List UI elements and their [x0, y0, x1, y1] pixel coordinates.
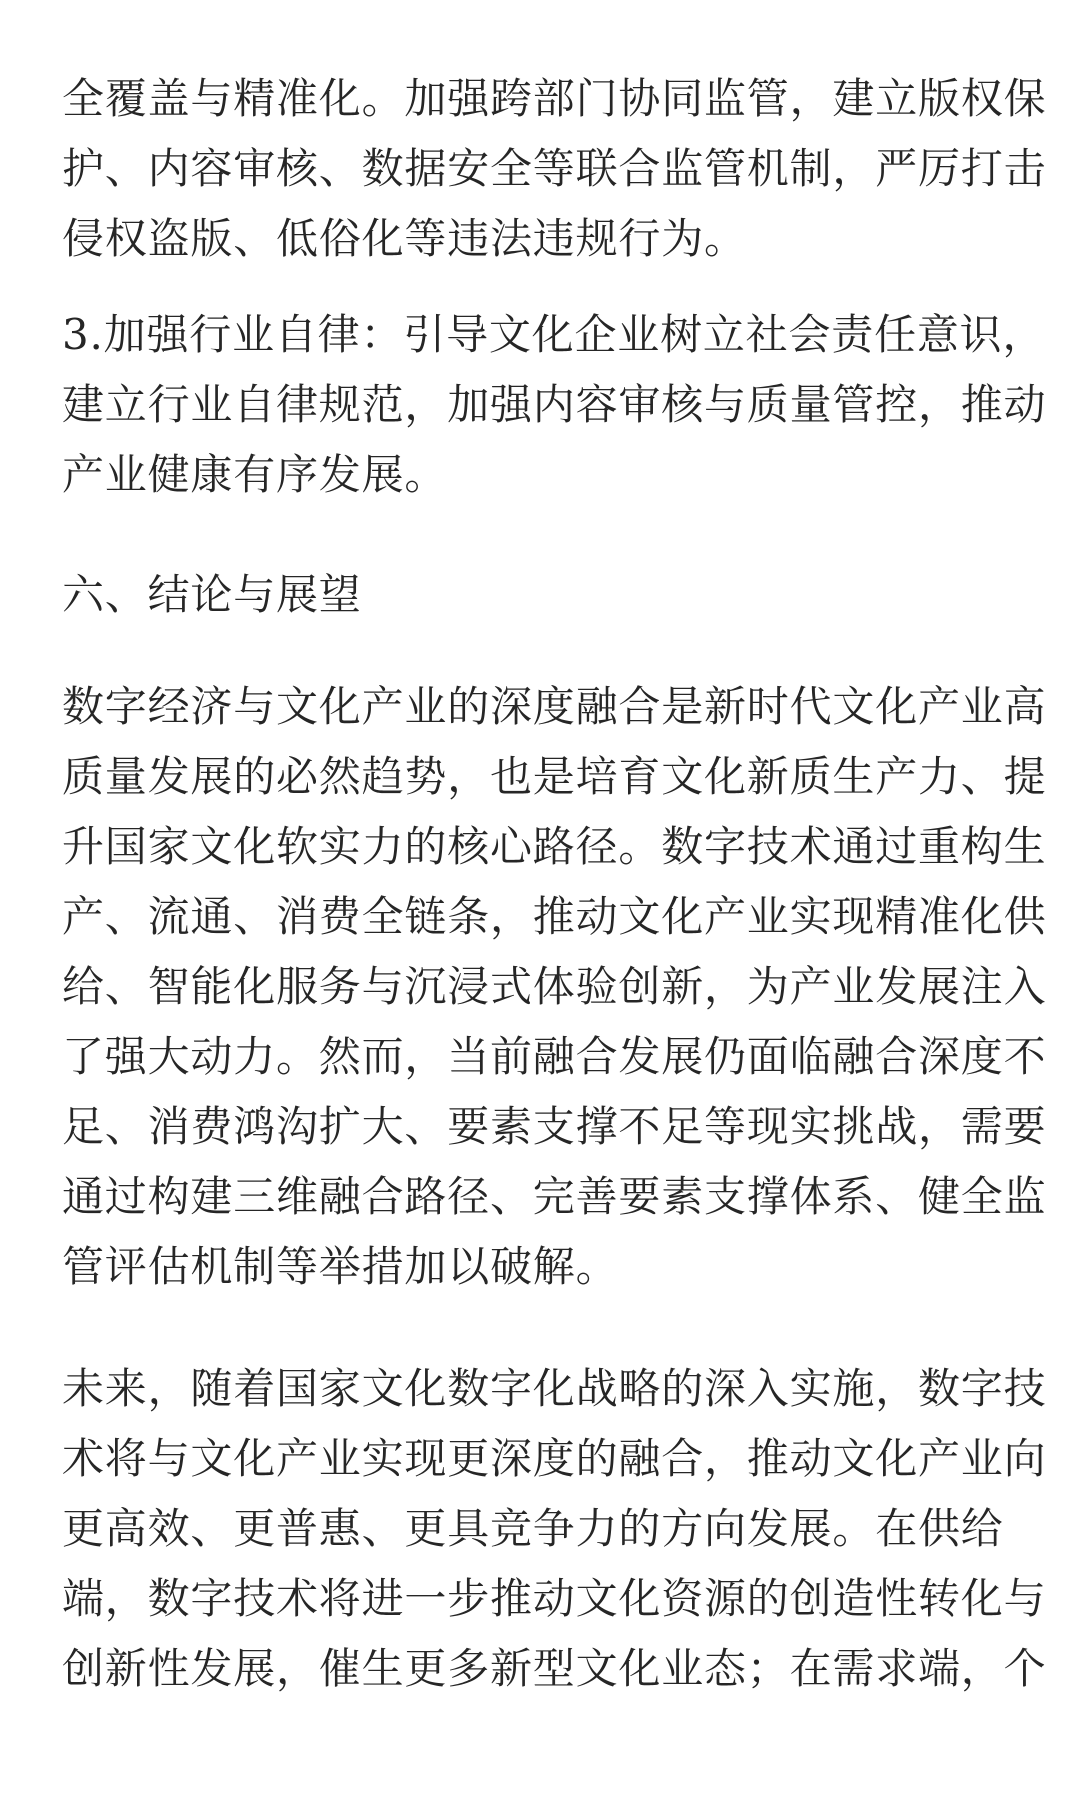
text-line: 3.加强行业自律：引导文化企业树立社会责任意识， [62, 310, 1046, 359]
text-line: 升国家文化软实力的核心路径。数字技术通过重构生 [62, 822, 1047, 871]
text-line: 侵权盗版、低俗化等违法违规行为。 [62, 214, 747, 263]
text-line: 建立行业自律规范，加强内容审核与质量管控，推动 [62, 380, 1047, 429]
section-heading-conclusion [62, 560, 362, 630]
text-line: 术将与文化产业实现更深度的融合，推动文化产业向 [62, 1434, 1047, 1483]
text-line: 未来，随着国家文化数字化战略的深入实施，数字技 [62, 1364, 1047, 1413]
text-line: 通过构建三维融合路径、完善要素支撑体系、健全监 [62, 1172, 1047, 1221]
text-line: 创新性发展，催生更多新型文化业态；在需求端，个 [62, 1644, 1047, 1693]
paragraph-industry-self-discipline [62, 300, 1046, 510]
text-line: 护、内容审核、数据安全等联合监管机制，严厉打击 [62, 144, 1047, 193]
text-line: 产、流通、消费全链条，推动文化产业实现精准化供 [62, 892, 1047, 941]
text-line: 数字经济与文化产业的深度融合是新时代文化产业高 [62, 682, 1047, 731]
text-line: 更高效、更普惠、更具竞争力的方向发展。在供给 [62, 1504, 1004, 1553]
text-line: 了强大动力。然而，当前融合发展仍面临融合深度不 [62, 1032, 1047, 1081]
text-line: 端，数字技术将进一步推动文化资源的创造性转化与 [62, 1574, 1047, 1623]
heading-text: 六、结论与展望 [62, 570, 362, 619]
text-line: 质量发展的必然趋势，也是培育文化新质生产力、提 [62, 752, 1047, 801]
text-line: 给、智能化服务与沉浸式体验创新，为产业发展注入 [62, 962, 1047, 1011]
paragraph-outlook [62, 1354, 1046, 1704]
text-line: 产业健康有序发展。 [62, 450, 448, 499]
text-line: 管评估机制等举措加以破解。 [62, 1242, 619, 1291]
text-line: 足、消费鸿沟扩大、要素支撑不足等现实挑战，需要 [62, 1102, 1047, 1151]
paragraph-conclusion [62, 672, 1046, 1302]
text-line: 全覆盖与精准化。加强跨部门协同监管，建立版权保 [62, 74, 1047, 123]
paragraph-supervision [62, 64, 1046, 274]
